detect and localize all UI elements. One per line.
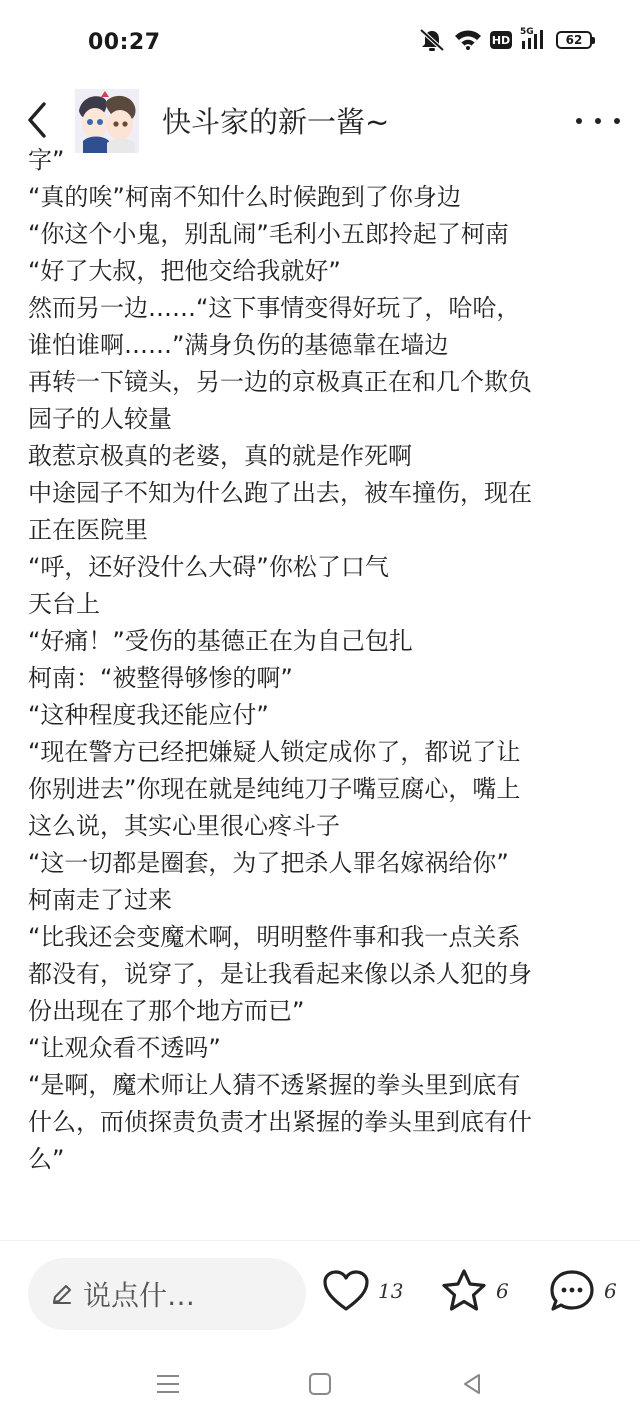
article-body[interactable] bbox=[0, 146, 640, 1240]
article-line: 柯南：“被整得够惨的啊” bbox=[28, 664, 293, 692]
article-line: 中途园子不知为什么跑了出去，被车撞伤，现在 bbox=[28, 479, 532, 507]
more-dot bbox=[576, 118, 582, 124]
article-line: “比我还会变魔术啊，明明整件事和我一点关系 bbox=[28, 923, 521, 951]
more-dot bbox=[614, 118, 620, 124]
signal-icon bbox=[520, 29, 548, 51]
status-icons bbox=[418, 28, 592, 52]
article-line: 天台上 bbox=[28, 590, 100, 618]
back-triangle-icon bbox=[460, 1372, 484, 1396]
hd-icon: HD bbox=[490, 31, 512, 49]
article-line: “好了大叔，把他交给我就好” bbox=[28, 257, 341, 285]
article-line: “现在警方已经把嫌疑人锁定成你了，都说了让 bbox=[28, 738, 521, 766]
article-line: 再转一下镜头，另一边的京极真正在和几个欺负 bbox=[28, 368, 532, 396]
article-line: 都没有，说穿了，是让我看起来像以杀人犯的身 bbox=[28, 960, 532, 988]
pencil-icon bbox=[50, 1282, 74, 1306]
system-nav-bar bbox=[0, 1346, 640, 1422]
article-line: 字” bbox=[28, 146, 65, 174]
article-line: “呼，还好没什么大碍”你松了口气 bbox=[28, 553, 389, 581]
comment-input[interactable] bbox=[28, 1258, 306, 1330]
mute-icon bbox=[418, 28, 446, 52]
nav-back-button[interactable] bbox=[452, 1368, 492, 1400]
favorite-button[interactable] bbox=[440, 1267, 509, 1315]
article-line: 敢惹京极真的老婆，真的就是作死啊 bbox=[28, 442, 412, 470]
favorite-count: 6 bbox=[496, 1279, 509, 1303]
article-line: 什么，而侦探责负责才出紧握的拳头里到底有什 bbox=[28, 1108, 532, 1136]
battery-icon: 62 bbox=[556, 31, 592, 49]
more-options-button[interactable] bbox=[576, 106, 620, 136]
network-label: 5G bbox=[520, 27, 534, 37]
article-line: 正在医院里 bbox=[28, 516, 148, 544]
comment-count: 6 bbox=[604, 1279, 617, 1303]
more-dot bbox=[595, 118, 601, 124]
article-line: “真的唉”柯南不知什么时候跑到了你身边 bbox=[28, 183, 461, 211]
page-title: 快斗家的新一酱~ bbox=[162, 105, 390, 139]
article-text bbox=[28, 142, 618, 1178]
article-line: “让观众看不透吗” bbox=[28, 1034, 221, 1062]
bottom-action-bar bbox=[0, 1240, 640, 1347]
back-button[interactable] bbox=[20, 100, 56, 140]
status-bar bbox=[0, 0, 640, 86]
article-line: 份出现在了那个地方而已” bbox=[28, 997, 305, 1025]
comment-bubble-icon bbox=[548, 1268, 596, 1314]
wifi-icon bbox=[454, 29, 482, 51]
star-icon bbox=[440, 1268, 488, 1314]
article-line: “你这个小鬼，别乱闹”毛利小五郎拎起了柯南 bbox=[28, 220, 509, 248]
heart-icon bbox=[322, 1269, 370, 1313]
chevron-left-icon bbox=[20, 100, 56, 140]
menu-icon bbox=[155, 1373, 181, 1395]
like-count: 13 bbox=[378, 1279, 404, 1303]
article-line: 谁怕谁啊……”满身负伤的基德靠在墙边 bbox=[28, 331, 449, 359]
nav-home-button[interactable] bbox=[300, 1368, 340, 1400]
article-line: “这一切都是圈套，为了把杀人罪名嫁祸给你” bbox=[28, 849, 509, 877]
home-square-icon bbox=[308, 1372, 332, 1396]
article-line: “好痛！”受伤的基德正在为自己包扎 bbox=[28, 627, 413, 655]
article-line: 园子的人较量 bbox=[28, 405, 172, 433]
article-line: 你别进去”你现在就是纯纯刀子嘴豆腐心，嘴上 bbox=[28, 775, 521, 803]
like-button[interactable] bbox=[322, 1267, 403, 1315]
article-line: “这种程度我还能应付” bbox=[28, 701, 269, 729]
status-time: 00:27 bbox=[88, 30, 161, 55]
article-line: 然而另一边……“这下事情变得好玩了，哈哈， bbox=[28, 294, 521, 322]
nav-recents-button[interactable] bbox=[148, 1368, 188, 1400]
article-line: 么” bbox=[28, 1145, 65, 1173]
article-line: 这么说，其实心里很心疼斗子 bbox=[28, 812, 340, 840]
comment-button[interactable] bbox=[548, 1267, 617, 1315]
comment-placeholder: 说点什… bbox=[83, 1279, 196, 1312]
article-line: “是啊，魔术师让人猜不透紧握的拳头里到底有 bbox=[28, 1071, 521, 1099]
article-line: 柯南走了过来 bbox=[28, 886, 172, 914]
